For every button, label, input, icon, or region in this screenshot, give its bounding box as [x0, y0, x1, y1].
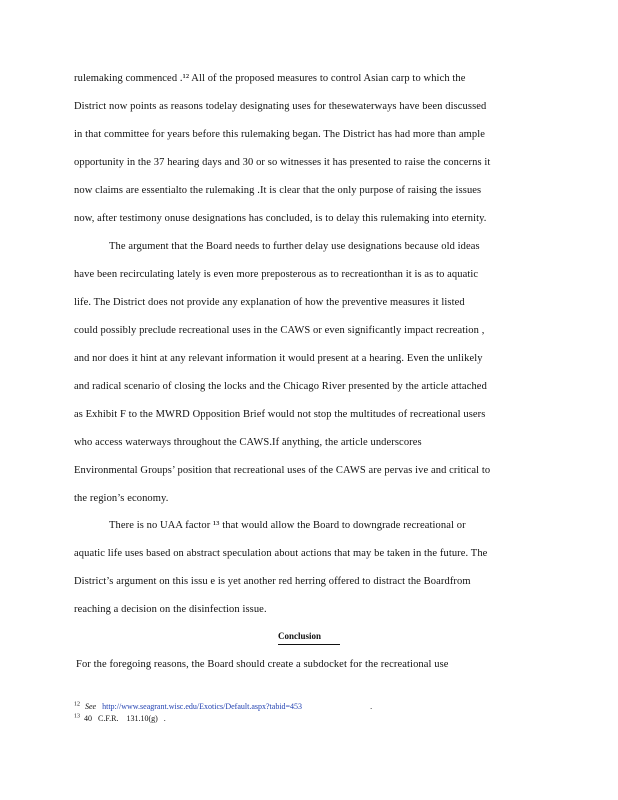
body-line: in that committee for years before this rulemaking began. The District has had more than ample [74, 129, 485, 140]
body-line: who access waterways throughout the CAWS.If anything, the article underscores [74, 437, 422, 448]
footnote-13 [74, 714, 166, 724]
footnote-marker: 12 [74, 701, 80, 708]
body-line: the region’s economy. [74, 493, 169, 504]
body-line: opportunity in the 37 hearing days and 30 or so witnesses it has presented to raise the concerns it [74, 157, 491, 168]
section-heading: Conclusion [278, 630, 340, 645]
body-line: and nor does it hint at any relevant information it would present at a hearing. Even the unlikely [74, 353, 483, 364]
body-line: life. The District does not provide any explanation of how the preventive measures it listed [74, 297, 465, 308]
footnote-marker: 13 [74, 713, 80, 720]
body-line: District now points as reasons todelay designating uses for thesewaterways have been discussed [74, 101, 487, 112]
body-line: reaching a decision on the disinfection issue. [74, 604, 267, 615]
body-line: now, after testimony onuse designations has concluded, is to delay this rulemaking into eternity. [74, 213, 487, 224]
body-line: rulemaking commenced .¹² All of the proposed measures to control Asian carp to which the [74, 73, 466, 84]
footnote-period: . [370, 702, 373, 711]
body-line: now claims are essentialto the rulemaking .It is clear that the only purpose of raising the issues [74, 185, 482, 196]
body-line: have been recirculating lately is even more preposterous as to recreationthan it is as to aquatic [74, 269, 479, 280]
footnote-citation: 40 C.F.R. 131.10(g) . [84, 714, 166, 723]
body-line: and radical scenario of closing the locks and the Chicago River presented by the article attached [74, 381, 487, 392]
paragraph-first-line: The argument that the Board needs to further delay use designations because old ideas [109, 241, 480, 252]
body-line: aquatic life uses based on abstract speculation about actions that may be taken in the future. The [74, 548, 488, 559]
paragraph-first-line: There is no UAA factor ¹³ that would allow the Board to downgrade recreational or [109, 520, 466, 531]
body-line: Environmental Groups’ position that recreational uses of the CAWS are pervas ive and critical to [74, 465, 491, 476]
footnote-12 [74, 702, 372, 712]
footnote-see: See [85, 702, 97, 711]
footnote-link[interactable]: http://www.seagrant.wisc.edu/Exotics/Default.aspx?tabid=453 [102, 702, 303, 711]
body-line: District’s argument on this issu e is yet another red herring offered to distract the Boardfrom [74, 576, 471, 587]
body-line: For the foregoing reasons, the Board should create a subdocket for the recreational use [76, 659, 449, 670]
body-line: could possibly preclude recreational uses in the CAWS or even significantly impact recreation , [74, 325, 485, 336]
body-line: as Exhibit F to the MWRD Opposition Brief would not stop the multitudes of recreational users [74, 409, 486, 420]
